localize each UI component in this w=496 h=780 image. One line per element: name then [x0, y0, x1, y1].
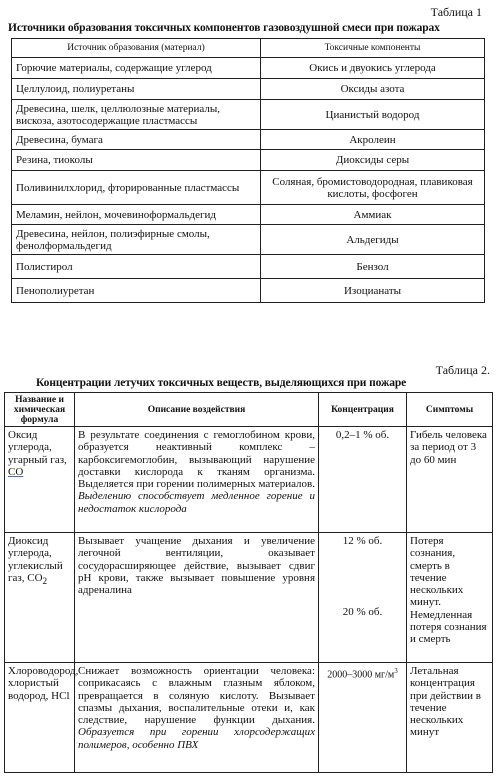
formula-base: CO: [27, 571, 43, 584]
source-cell: Древесина, нейлон, полиэфирные смолы, фенолформальдегид: [12, 225, 261, 255]
table-row: [5, 427, 493, 533]
description-cell: [75, 663, 319, 773]
toxic-cell: Аммиак: [261, 205, 485, 225]
toxic-cell: Окись и двуокись углерода: [261, 58, 485, 79]
substance-name: Диоксид углерода, углекислый газ,: [8, 535, 63, 584]
symptoms-cell: Гибель человека за период от 3 до 60 мин: [407, 427, 493, 533]
table1-number: Таблица 1: [430, 5, 482, 19]
column-header-symptoms: Симптомы: [407, 393, 493, 427]
concentration-cell: [319, 663, 407, 773]
table-row: [12, 225, 485, 255]
toxic-cell: Оксиды азота: [261, 79, 485, 100]
concentration-value-1: 12 % об.: [342, 535, 383, 547]
table-row: [12, 205, 485, 225]
source-cell: Древесина, бумага: [12, 130, 261, 150]
source-cell: Целлулоид, полиуретаны: [12, 79, 261, 100]
table-header-row: [5, 393, 493, 427]
table-row: [12, 79, 485, 100]
description-note: Выделению способствует медленное горение и недостаток кислорода: [78, 490, 315, 515]
spacer: [322, 547, 403, 582]
symptoms-cell: Летальная концентрация при действии в течение нескольких минут: [407, 663, 493, 773]
description-cell: Вызывает учащение дыхания и увеличение легочной вентиляции, оказывает сосудорасширяющее действие, вызывает сдвиг рН крови, также вызывает повышение уровня адреналина: [75, 533, 319, 663]
description-cell: [75, 427, 319, 533]
table2-title: Концентрации летучих токсичных веществ, выделяющихся при пожаре: [36, 377, 407, 389]
column-header-source: Источник образования (материал): [12, 39, 261, 58]
toxic-cell: Цианистый водород: [261, 100, 485, 130]
substance-cell: [5, 533, 75, 663]
table-row: [5, 533, 493, 663]
table-row: [12, 58, 485, 79]
substance-cell: Хлороводород, хлористый водород, HCl: [5, 663, 75, 773]
toxic-cell: Соляная, бромистоводородная, плавиковая кислоты, фосфоген: [261, 171, 485, 205]
formula-subscript: 2: [42, 576, 48, 587]
column-header-description: Описание воздействия: [75, 393, 319, 427]
table-header-row: [12, 39, 485, 58]
concentration-value-2: 20 % об.: [342, 606, 383, 619]
source-cell: Древесина, шелк, целлюлозные материалы, вискоза, азотосодержащие пластмассы: [12, 100, 261, 130]
unit-superscript: 3: [394, 667, 398, 675]
substance-formula: [27, 571, 48, 587]
table-row: [12, 279, 485, 303]
concentration-value: 2000–3000 мг/м: [327, 669, 395, 681]
source-cell: Полистирол: [12, 255, 261, 279]
toxic-cell: Изоцианаты: [261, 279, 485, 303]
source-cell: Поливинилхлорид, фторированные пластмассы: [12, 171, 261, 205]
table-row: [5, 663, 493, 773]
table-row: [12, 171, 485, 205]
table-row: [12, 130, 485, 150]
toxic-cell: Диоксиды серы: [261, 150, 485, 171]
column-header-name: Название и химическая формула: [5, 393, 75, 427]
toxic-sources-table: [11, 38, 485, 303]
table2-number: Таблица 2.: [435, 363, 490, 377]
toxic-cell: Акролеин: [261, 130, 485, 150]
toxic-cell: Бензол: [261, 255, 485, 279]
substance-name: Оксид углерода, угарный газ,: [8, 429, 67, 466]
table1-title: Источники образования токсичных компонентов газовоздушной смеси при пожарах: [8, 22, 440, 34]
concentration-cell: [319, 533, 407, 663]
concentration-cell: 0,2–1 % об.: [319, 427, 407, 533]
table-row: [12, 100, 485, 130]
table-row: [12, 255, 485, 279]
source-cell: Пенополиуретан: [12, 279, 261, 303]
source-cell: Меламин, нейлон, мочевиноформальдегид: [12, 205, 261, 225]
substance-cell: [5, 427, 75, 533]
description-text: Снижает возможность ориентации человека: соприкасаясь с влажным глазным яблоком, превращается в соляную кислоту. Вызывает спазмы дыхания, воспалительные отеки и, как следствие, нарушение функции дыхания.: [78, 665, 315, 727]
column-header-toxic: Токсичные компоненты: [261, 39, 485, 58]
table-row: [12, 150, 485, 171]
toxic-cell: Альдегиды: [261, 225, 485, 255]
description-text: В результате соединения с гемоглобином крови, образуется неактивный комплекс – карбоксигемоглобин, вызывающий нарушение доставки кислорода к тканям организма. Выделяется при горении полимерных материалов.: [78, 429, 315, 491]
source-cell: Резина, тиоколы: [12, 150, 261, 171]
description-note: Образуется при горении хлорсодержащих полимеров, особенно ПВХ: [78, 726, 315, 751]
symptoms-cell: Потеря сознания, смерть в течение нескольких минут. Немедленная потеря сознания и смерть: [407, 533, 493, 663]
column-header-concentration: Концентрация: [319, 393, 407, 427]
toxic-concentrations-table: [4, 392, 493, 773]
substance-formula: CO: [8, 465, 24, 478]
source-cell: Горючие материалы, содержащие углерод: [12, 58, 261, 79]
